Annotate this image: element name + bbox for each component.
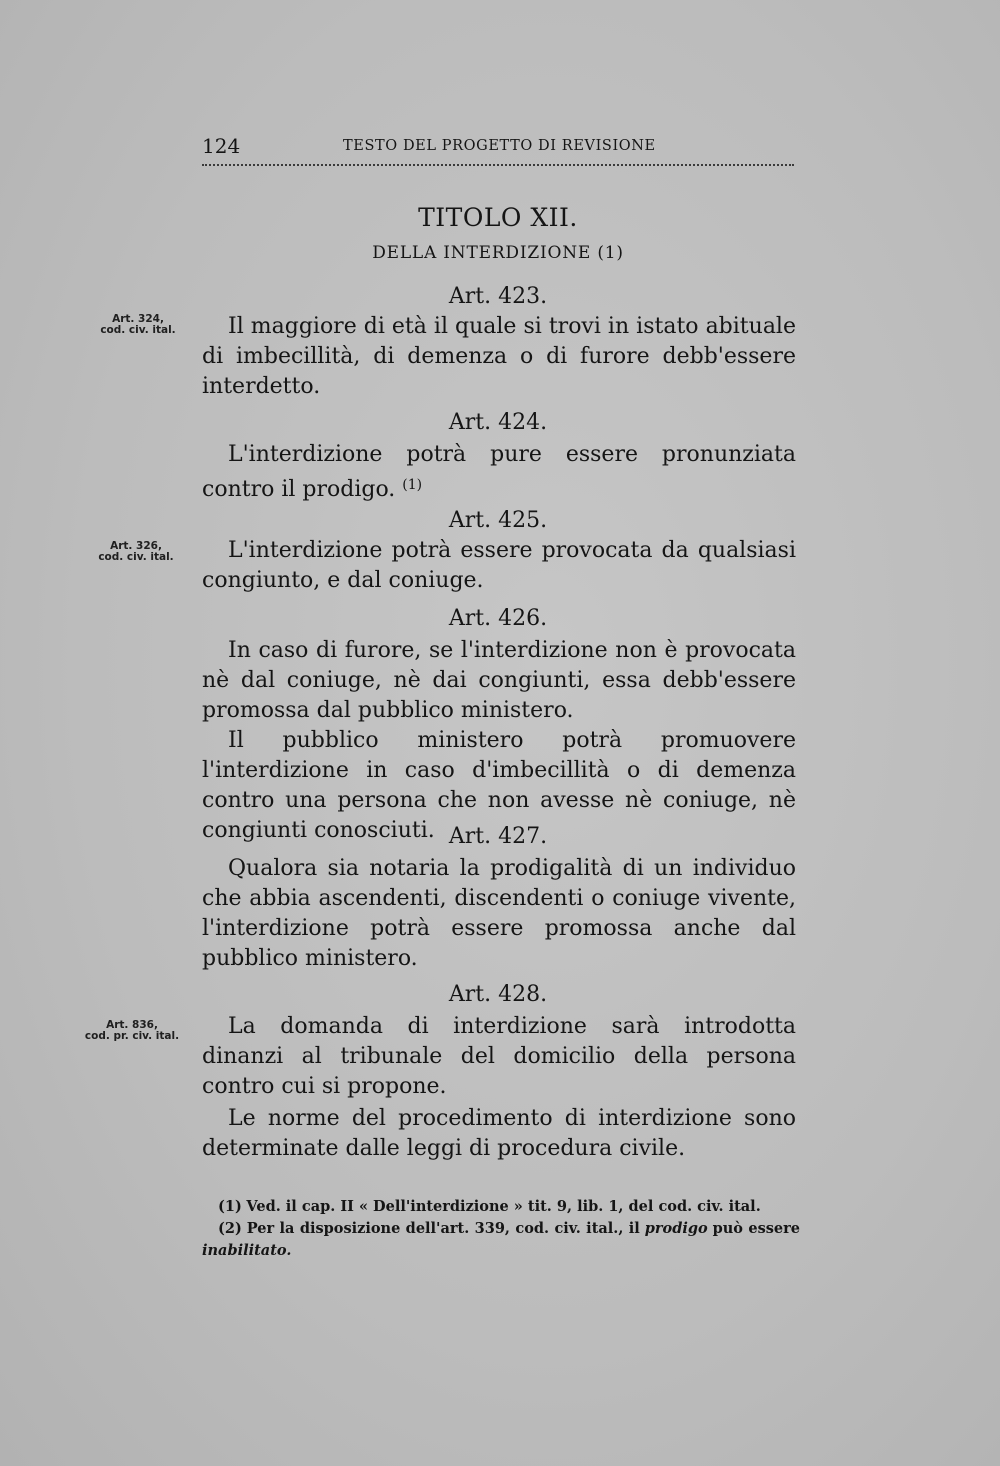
page-number: 124 (202, 134, 241, 158)
footnote-number: (1) (218, 1198, 242, 1215)
margin-note-line: Art. 326, (110, 540, 162, 552)
article-paragraph (202, 440, 796, 505)
article-paragraph: Le norme del procedimento di interdizione sono determinate dalle leggi di procedura civile. (202, 1106, 796, 1161)
running-title: TESTO DEL PROGETTO DI REVISIONE (343, 138, 656, 154)
footnote-text: Per la disposizione dell'art. 339, cod. civ. ital., il (246, 1220, 640, 1237)
article-heading: Art. 427. (448, 824, 548, 849)
footnotes (202, 1196, 800, 1262)
margin-note-line: cod. civ. ital. (100, 324, 176, 336)
margin-note-art-326 (86, 541, 186, 563)
header-rule (202, 164, 794, 166)
footnote (202, 1218, 800, 1262)
margin-note-line: Art. 324, (112, 313, 164, 325)
footnote-text: Ved. il cap. II « Dell'interdizione » tit. 9, lib. 1, del cod. civ. ital. (246, 1198, 761, 1215)
footnote-reference: (1) (402, 477, 423, 493)
page-header (202, 134, 794, 162)
article-heading: Art. 425. (448, 508, 548, 533)
article-paragraph: Qualora sia notaria la prodigalità di un individuo che abbia ascendenti, discendenti o coniuge vivente, l'interdizione potrà essere promossa anche dal pubblico ministero. (202, 856, 796, 971)
article-paragraph: In caso di furore, se l'interdizione non è provocata nè dal coniuge, nè dai congiunti, essa debb'essere promossa dal pubblico ministero. (202, 638, 796, 723)
margin-note-art-836 (82, 1020, 182, 1042)
margin-note-art-324 (88, 314, 188, 336)
footnote-italic: inabilitato. (202, 1242, 292, 1259)
article-heading: Art. 426. (448, 606, 548, 631)
footnote-text: può essere (712, 1220, 801, 1237)
footnote-italic: prodigo (644, 1220, 708, 1237)
margin-note-line: cod. civ. ital. (98, 551, 174, 563)
article-heading: Art. 428. (448, 982, 548, 1007)
title-heading: TITOLO XII. (418, 203, 578, 232)
margin-note-line: Art. 836, (106, 1019, 158, 1031)
footnote (202, 1196, 800, 1218)
article-heading: Art. 424. (448, 410, 548, 435)
article-paragraph-text: L'interdizione potrà pure essere pronunziata contro il prodigo. (202, 442, 796, 502)
subtitle-heading: DELLA INTERDIZIONE (1) (372, 243, 624, 263)
margin-note-line: cod. pr. civ. ital. (84, 1030, 180, 1042)
article-paragraph: Il maggiore di età il quale si trovi in istato abituale di imbecillità, di demenza o di furore debb'essere interdetto. (202, 314, 796, 399)
article-heading: Art. 423. (448, 284, 548, 309)
article-paragraph: Il pubblico ministero potrà promuovere l'interdizione in caso d'imbecillità o di demenza contro una persona che non avesse nè coniuge, nè congiunti conosciuti. (202, 728, 796, 843)
footnote-number: (2) (218, 1220, 242, 1237)
article-paragraph: L'interdizione potrà essere provocata da qualsiasi congiunto, e dal coniuge. (202, 538, 796, 593)
article-paragraph: La domanda di interdizione sarà introdotta dinanzi al tribunale del domicilio della persona contro cui si propone. (202, 1014, 796, 1099)
